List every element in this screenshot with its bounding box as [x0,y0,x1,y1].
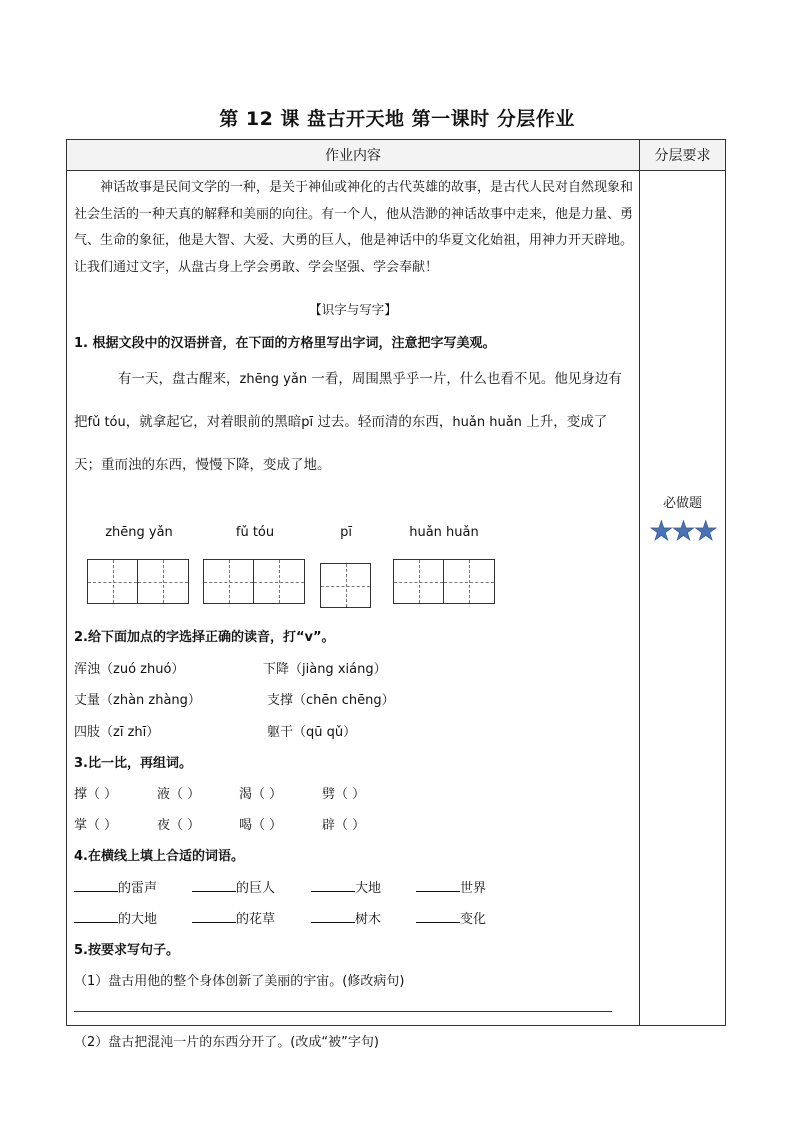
answer-line[interactable] [74,1011,612,1012]
pinyin-futou: fǔ tóu [87,415,126,430]
q2-item[interactable]: 下降（jiàng xiáng） [263,662,387,677]
q3-item[interactable]: 掌（ ） [74,818,118,833]
header-content: 作业内容 [67,140,640,171]
q2-item[interactable]: 支撑（chēn chēng） [267,693,395,708]
pinyin-pi: pī [301,415,314,430]
writing-boxes[interactable] [203,559,305,604]
question-1-passage: 有一天，盘古醒来，zhēng yǎn 一看，周围黑乎乎一片，什么也看不见。他见身边有把fǔ tóu，就拿起它，对着眼前的黑暗pī 过去。轻而清的东西，huǎn huǎn 上升，变成了天；重而浊的东西，慢慢下降，变成了地。 [74,371,622,473]
writing-boxes[interactable] [393,559,495,604]
q5-sentence-1: （1）盘古用他的整个身体创新了美丽的宇宙。(修改病句) [74,974,405,989]
q4-item[interactable]: 变化 [416,908,486,927]
q3-item[interactable]: 渴（ ） [239,787,283,802]
q2-item[interactable]: 浑浊（zuó zhuó） [74,662,185,677]
q5-sentence-2: （2）盘古把混沌一片的东西分开了。(改成“被”字句) [74,1035,379,1050]
page-title: 第 12 课 盘古开天地 第一课时 分层作业 [219,108,575,130]
requirement-cell [640,171,726,1026]
homework-table [66,139,726,1050]
q2-item[interactable]: 躯干（qū qǔ） [267,725,357,740]
q2-item[interactable]: 丈量（zhàn zhàng） [74,693,201,708]
q4-item[interactable]: 世界 [416,877,486,896]
q4-item[interactable]: 的雷声 [74,877,157,896]
header-requirement: 分层要求 [640,140,726,171]
table-header-row [67,140,726,171]
q4-item[interactable]: 的大地 [74,908,157,927]
question-4-title: 4.在横线上填上合适的词语。 [74,849,244,864]
q4-item[interactable]: 大地 [311,877,381,896]
table-body-row [67,171,726,1026]
q4-item[interactable]: 的花草 [192,908,275,927]
q3-item[interactable]: 液（ ） [157,787,201,802]
question-5-title: 5.按要求写句子。 [74,943,179,958]
q4-item[interactable]: 的巨人 [192,877,275,896]
content-cell [67,171,640,1050]
q3-item[interactable]: 撑（ ） [74,787,118,802]
pinyin-zhengyan: zhēng yǎn [239,372,308,387]
pinyin-huanhuan: huǎn huǎn [452,415,522,430]
writing-boxes[interactable] [87,559,189,604]
q3-item[interactable]: 喝（ ） [239,818,283,833]
question-3-title: 3.比一比，再组词。 [74,756,192,771]
intro-paragraph: 神话故事是民间文学的一种，是关于神仙或神化的古代英雄的故事，是古代人民对自然现象和社会生活的一种天真的解释和美丽的向往。有一个人，他从浩渺的神话故事中走来，他是力量、勇气、生命的象征，他是大智、大爱、大勇的巨人，他是神话中的华夏文化始祖，用神力开天辟地。让我们通过文字，从盘古身上学会勇敢、学会坚强、学会奉献！ [74,180,634,275]
section-title: 【识字与写字】 [309,302,397,317]
question-1-title: 1. 根据文段中的汉语拼音，在下面的方格里写出字词，注意把字写美观。 [74,336,496,351]
q3-item[interactable]: 辟（ ） [322,818,366,833]
q4-item[interactable]: 树木 [311,908,381,927]
star-rating-icon: ★★★ [649,516,716,547]
question-2-title: 2.给下面加点的字选择正确的读音，打“v”。 [74,630,335,645]
requirement-label: 必做题 [662,496,702,511]
writing-grid-area: zhēng yǎn fǔ tóu pī huǎn huǎn [67,525,639,615]
writing-boxes[interactable] [320,563,371,608]
q3-item[interactable]: 劈（ ） [322,787,366,802]
q2-item[interactable]: 四肢（zī zhī） [74,725,160,740]
q3-item[interactable]: 夜（ ） [157,818,201,833]
